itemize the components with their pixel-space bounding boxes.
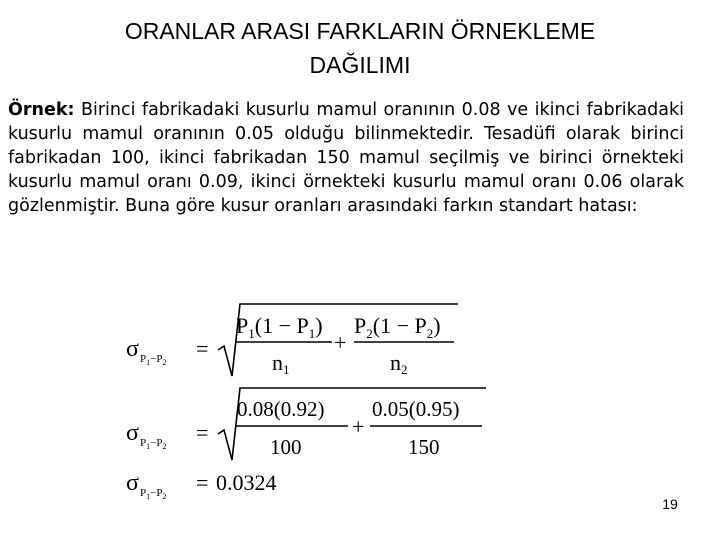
- plus-sign: +: [352, 414, 365, 439]
- sigma-symbol: σ: [126, 336, 139, 362]
- formula-row-general: [126, 304, 458, 377]
- equals-sign: =: [196, 336, 209, 361]
- equals-sign: =: [196, 470, 209, 495]
- fraction1-numerator: 0.08(0.92): [237, 397, 325, 421]
- title-line-1: ORANLAR ARASI FARKLARIN ÖRNEKLEME: [124, 18, 596, 44]
- equals-sign: =: [196, 420, 209, 445]
- page-number: 19: [662, 496, 678, 512]
- fraction1-denominator: 100: [270, 435, 302, 459]
- sigma-subscript: $P_1-P_2$: [140, 437, 167, 451]
- example-paragraph: [8, 98, 684, 218]
- result-value: 0.0324: [216, 470, 277, 495]
- fraction2-numerator: $P_2(1 - P_2)$: [354, 313, 441, 341]
- sigma-subscript: $P_1-P_2$: [140, 487, 167, 501]
- fraction1-numerator: $P_1(1 - P_1)$: [236, 313, 323, 341]
- page-title: [40, 14, 680, 82]
- example-text: Birinci fabrikadaki kusurlu mamul oranının 0.08 ve ikinci fabrikadaki kusurlu mamul oranının 0.05 olduğu bilinmektedir. Tesadüfi olarak birinci fabrikadan 100, ikinci fabrikadan 150 mamul seçilmiş ve birinci örnekteki kusurlu mamul oranı 0.09, ikinci örnekteki kusurlu mamul oranı 0.06 olarak gözlenmiştir. Buna göre kusur oranları arasındaki farkın standart hatası:: [8, 100, 684, 216]
- fraction1-denominator: n1: [272, 350, 290, 377]
- fraction2-denominator: 150: [408, 435, 440, 459]
- title-line-2: DAĞILIMI: [309, 52, 411, 78]
- plus-sign: +: [334, 330, 347, 355]
- sigma-symbol: σ: [126, 470, 139, 496]
- fraction2-numerator: 0.05(0.95): [372, 397, 460, 421]
- formula-row-result: [126, 470, 277, 501]
- standard-error-formula: [120, 300, 520, 510]
- formula-row-substituted: [126, 388, 486, 460]
- fraction2-denominator: n2: [390, 350, 408, 377]
- sigma-symbol: σ: [126, 420, 139, 446]
- example-label: Örnek:: [8, 100, 75, 120]
- sigma-subscript: $P_1-P_2$: [140, 353, 167, 367]
- formula-svg: [120, 300, 520, 510]
